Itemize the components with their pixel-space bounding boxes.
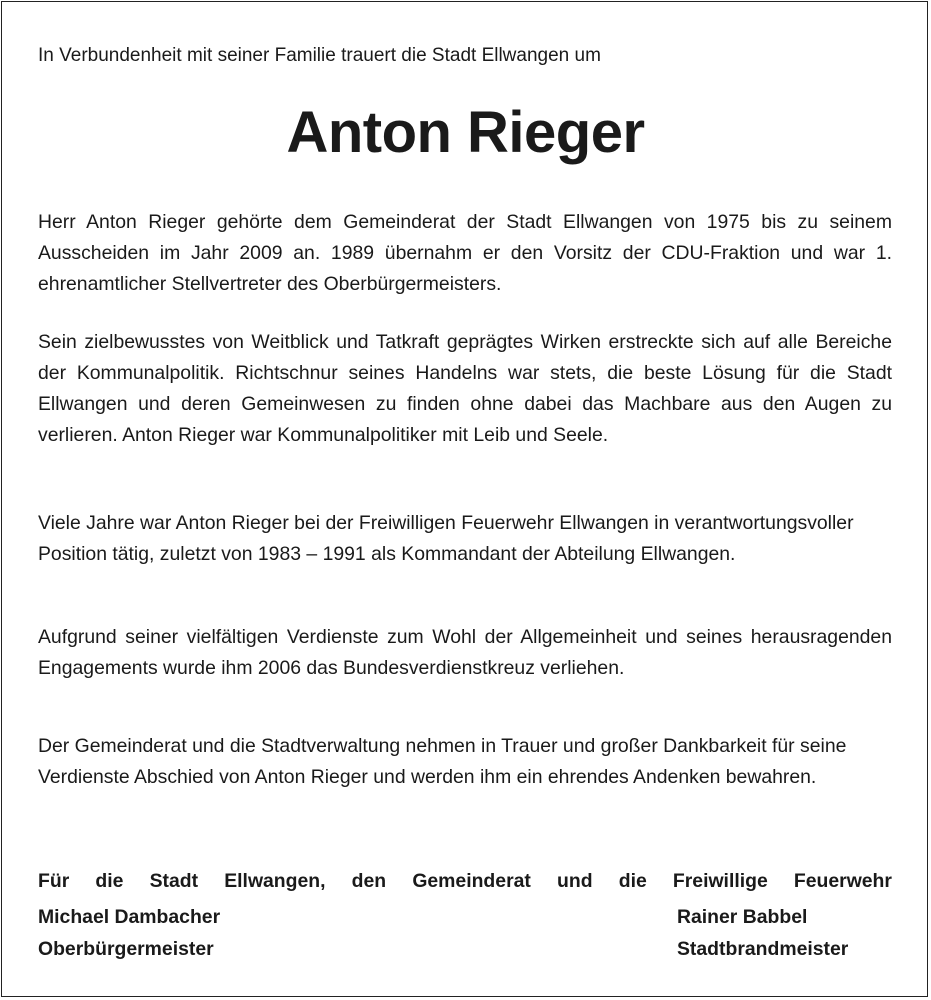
signature-line — [38, 867, 892, 895]
signature-word: Freiwillige — [672, 870, 768, 892]
signature-word: Für — [38, 870, 70, 892]
signature-word: den — [351, 870, 387, 892]
signer-title: Stadtbrandmeister — [677, 938, 849, 960]
signature-word: und — [557, 870, 593, 892]
signature-word: Ellwangen, — [224, 870, 326, 892]
intro-text: In Verbundenheit mit seiner Familie trauert die Stadt Ellwangen um — [38, 45, 601, 66]
deceased-name: Anton Rieger — [286, 100, 645, 165]
signature-word: die — [95, 870, 124, 892]
signature-word: Gemeinderat — [412, 870, 531, 892]
paragraph-federal-cross: Aufgrund seiner vielfältigen Verdienste zum Wohl der Allgemeinheit und seines herausragenden Engagements wurde ihm 2006 das Bundesverdienstkreuz verliehen. — [38, 626, 892, 679]
signer-fire-chief — [677, 901, 848, 965]
paragraph-political-work: Sein zielbewusstes von Weitblick und Tatkraft geprägtes Wirken erstreckte sich auf alle Bereiche der Kommunalpolitik. Richtschnur seines Handelns war stets, die beste Lösung für die Stadt Ellwangen und deren Gemeinwesen zu finden ohne dabei das Machbare aus den Augen zu verlieren. Anton Rieger war Kommunalpolitiker mit Leib und Seele. — [38, 331, 892, 446]
signer-name: Michael Dambacher — [38, 906, 221, 928]
paragraph-fire-brigade: Viele Jahre war Anton Rieger bei der Freiwilligen Feuerwehr Ellwangen in verantwortungsvoller Position tätig, zuletzt von 1983 – 1991 als Kommandant der Abteilung Ellwangen. — [38, 512, 854, 565]
signer-mayor — [38, 901, 220, 965]
signer-name: Rainer Babbel — [677, 906, 808, 928]
signer-title: Oberbürgermeister — [38, 938, 214, 960]
paragraph-council-career: Herr Anton Rieger gehörte dem Gemeinderat der Stadt Ellwangen von 1975 bis zu seinem Ausscheiden im Jahr 2009 an. 1989 übernahm er den Vorsitz der CDU-Fraktion und war 1. ehrenamtlicher Stellvertreter des Oberbürgermeisters. — [38, 211, 892, 295]
signature-word: Stadt — [149, 870, 199, 892]
signature-word: die — [618, 870, 647, 892]
paragraph-farewell: Der Gemeinderat und die Stadtverwaltung nehmen in Trauer und großer Dankbarkeit für seine Verdienste Abschied von Anton Rieger und werden ihm ein ehrendes Andenken bewahren. — [38, 735, 847, 788]
signature-word: Feuerwehr — [793, 870, 892, 892]
